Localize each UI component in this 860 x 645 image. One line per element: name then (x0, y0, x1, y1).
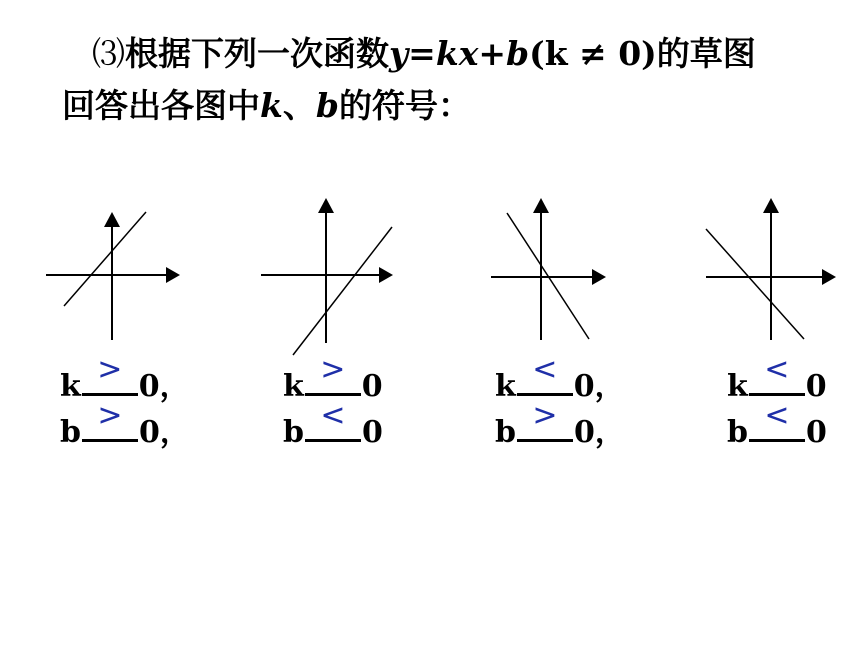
function-condition: (k ≠ 0) (529, 34, 657, 73)
k-blank[interactable] (82, 352, 138, 396)
b-tail: 0， (138, 415, 190, 450)
problem-text-2: 的草图 (656, 34, 756, 73)
k-sign: > (320, 352, 346, 387)
k-sign: > (97, 352, 123, 387)
b-tail: 0， (573, 415, 625, 450)
k-tail: 0 (361, 369, 383, 404)
answers-panel-4 (727, 352, 827, 455)
answers-panel-2 (283, 352, 383, 455)
separator: 、 (282, 86, 316, 125)
k-tail: 0， (573, 369, 625, 404)
problem-statement (62, 28, 756, 132)
y-axis-arrow (533, 198, 549, 213)
b-label: b (60, 415, 81, 450)
b-sign: < (320, 398, 346, 433)
b-label: b (283, 415, 304, 450)
graph-4 (700, 195, 850, 345)
y-axis-arrow (763, 198, 779, 213)
x-axis-arrow (379, 267, 393, 283)
b-answer-row (495, 398, 625, 455)
k-label: k (283, 369, 304, 404)
x-axis-arrow (822, 269, 836, 285)
function-line (293, 227, 392, 355)
problem-line-1 (62, 28, 756, 80)
graph-2 (255, 195, 405, 360)
symbol-k: k (260, 86, 283, 125)
k-label: k (727, 369, 748, 404)
b-sign: > (532, 398, 558, 433)
b-label: b (495, 415, 516, 450)
symbol-b: b (315, 86, 339, 125)
x-axis-arrow (592, 269, 606, 285)
function-formula: y=kx+b (389, 34, 530, 73)
b-blank[interactable] (305, 398, 361, 442)
b-label: b (727, 415, 748, 450)
x-axis-arrow (166, 267, 180, 283)
k-label: k (60, 369, 81, 404)
problem-number: ⑶ (92, 34, 125, 73)
b-blank[interactable] (749, 398, 805, 442)
graph-1 (40, 205, 190, 350)
y-axis-arrow (318, 198, 334, 213)
b-answer-row (283, 398, 383, 455)
k-tail: 0 (805, 369, 827, 404)
function-line (706, 229, 804, 339)
b-answer-row (60, 398, 190, 455)
answers-panel-3 (495, 352, 625, 455)
problem-line-2 (62, 80, 756, 132)
problem-text-4: 的符号： (338, 86, 471, 125)
k-sign: < (764, 352, 790, 387)
b-sign: > (97, 398, 123, 433)
k-blank[interactable] (305, 352, 361, 396)
b-tail: 0 (361, 415, 383, 450)
graph-3 (485, 195, 635, 345)
problem-text-1: 根据下列一次函数 (125, 34, 389, 73)
problem-text-3: 回答出各图中 (62, 86, 260, 125)
b-blank[interactable] (82, 398, 138, 442)
b-tail: 0 (805, 415, 827, 450)
k-blank[interactable] (517, 352, 573, 396)
b-blank[interactable] (517, 398, 573, 442)
k-blank[interactable] (749, 352, 805, 396)
y-axis-arrow (104, 212, 120, 227)
k-sign: < (532, 352, 558, 387)
k-label: k (495, 369, 516, 404)
b-sign: < (764, 398, 790, 433)
k-tail: 0， (138, 369, 190, 404)
answers-panel-1 (60, 352, 190, 455)
b-answer-row (727, 398, 827, 455)
